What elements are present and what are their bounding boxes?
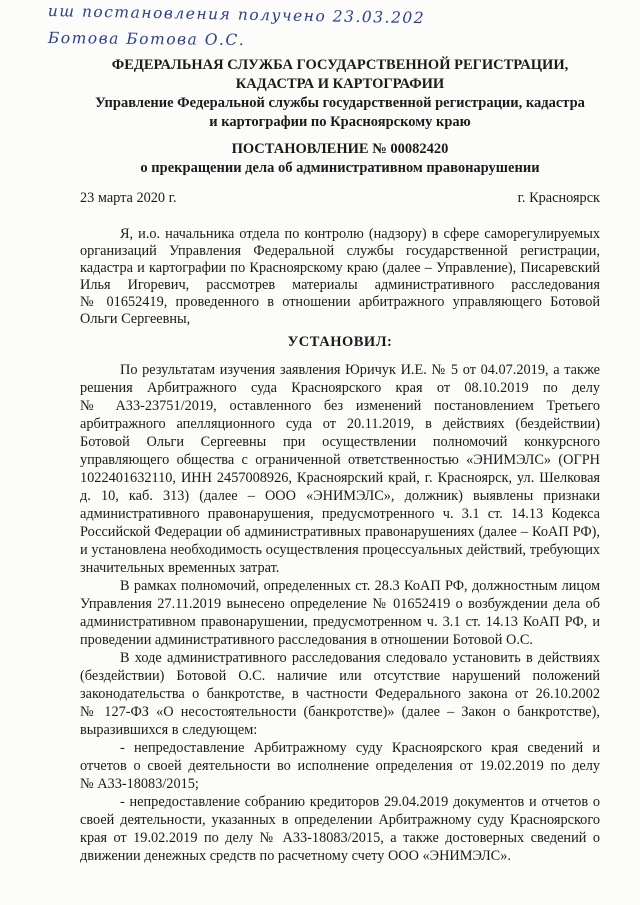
resolution-number: ПОСТАНОВЛЕНИЕ № 00082420 [231, 141, 449, 157]
paragraph-line: д. 10, каб. 313) (далее – ООО «ЭНИМЭЛС», должник) выявлены признаки [80, 488, 600, 504]
handwritten-signature: Ботова Ботова О.С. [47, 29, 246, 50]
paragraph-line: В рамках полномочий, определенных ст. 28.3 КоАП РФ, должностным лицом [120, 578, 600, 594]
paragraph-line: решения Арбитражного суда Красноярского края от 08.10.2019 по делу [80, 380, 600, 396]
handwritten-note-received: иш постановления получено 23.03.202 [47, 2, 426, 28]
paragraph-line: Управления 27.11.2019 вынесено определение № 01652419 о возбуждении дела об [80, 596, 600, 612]
intro-line: Илья Игоревич, рассмотрев материалы административного расследования [80, 277, 600, 293]
paragraph-line: управляющего общества с ограниченной ответственностью «ЭНИМЭЛС» (ОГРН [80, 452, 600, 468]
paragraph-line: № А33-23751/2019, оставленного без изменений постановлением Третьего [80, 398, 600, 414]
paragraph-line: административного правонарушения, предусмотренного ч. 3.1 ст. 14.13 Кодекса [80, 506, 600, 522]
list-item-line: движении денежных средств по расчетному счету ООО «ЭНИМЭЛС». [80, 848, 511, 864]
list-item-line: своей деятельности, указанных в определении Арбитражному суду Красноярского [80, 812, 600, 828]
paragraph-line: (бездействии) Ботовой О.С. наличие или отсутствие нарушений положений [80, 668, 600, 684]
list-item-line: - непредоставление Арбитражному суду Красноярского края сведений и [120, 740, 600, 756]
list-item-line: края от 19.02.2019 по делу № А33-18083/2015, а также достоверных сведений о [80, 830, 600, 846]
paragraph-line: выразившихся в следующем: [80, 722, 258, 738]
agency-name-line-2: КАДАСТРА И КАРТОГРАФИИ [235, 76, 445, 92]
paragraph-line: По результатам изучения заявления Юричук И.Е. № 5 от 04.07.2019, а также [120, 362, 600, 378]
intro-line: Ольги Сергеевны, [80, 311, 191, 327]
paragraph-line: законодательства о банкротстве, в частности Федерального закона от 26.10.2002 [80, 686, 600, 702]
agency-name-line-1: ФЕДЕРАЛЬНАЯ СЛУЖБА ГОСУДАРСТВЕННОЙ РЕГИСТРАЦИИ, [111, 57, 569, 73]
paragraph-line: 1022401632110, ИНН 2457008926, Красноярский край, г. Красноярск, ул. Шелковая [80, 470, 600, 486]
resolution-subject: о прекращении дела об административном правонарушении [140, 160, 540, 176]
agency-department-line-2: и картографии по Красноярскому краю [209, 114, 471, 130]
paragraph-line: и установлена необходимость осуществления процессуальных действий, требующих [80, 542, 600, 558]
paragraph-line: В ходе административного расследования следовало установить в действиях [120, 650, 600, 666]
list-item-line: № А33-18083/2015; [80, 776, 199, 792]
established-heading: УСТАНОВИЛ: [287, 334, 393, 350]
intro-line: кадастра и картографии по Красноярскому краю (далее – Управление), Писаревский [80, 260, 600, 276]
paragraph-line: Ботовой Ольги Сергеевны при осуществлении полномочий конкурсного [80, 434, 600, 450]
intro-line: Я, и.о. начальника отдела по контролю (надзору) в сфере саморегулируемых [120, 226, 600, 242]
intro-line: организаций Управления Федеральной службы государственной регистрации, [80, 243, 600, 259]
agency-department-line-1: Управление Федеральной службы государственной регистрации, кадастра [95, 95, 585, 111]
paragraph-line: арбитражного апелляционного суда от 20.11.2019, в действиях (бездействии) [80, 416, 600, 432]
document-date: 23 марта 2020 г. [80, 190, 177, 206]
list-item-line: отчетов о своей деятельности во исполнение определения от 19.02.2019 по делу [80, 758, 600, 774]
paragraph-line: значительных временных затрат. [80, 560, 280, 576]
paragraph-line: административном правонарушении, предусмотренном ч. 3.1 ст. 14.13 КоАП РФ, и [80, 614, 600, 630]
document-city: г. Красноярск [517, 190, 600, 206]
paragraph-line: № 127-ФЗ «О несостоятельности (банкротстве)» (далее – Закон о банкротстве), [80, 704, 600, 720]
list-item-line: - непредоставление собранию кредиторов 29.04.2019 документов и отчетов о [120, 794, 600, 810]
intro-line: № 01652419, проведенного в отношении арбитражного управляющего Ботовой [80, 294, 600, 310]
paragraph-line: проведении административного расследования в отношении Ботовой О.С. [80, 632, 533, 648]
paragraph-line: Российской Федерации об административных правонарушениях (далее – КоАП РФ), [80, 524, 600, 540]
